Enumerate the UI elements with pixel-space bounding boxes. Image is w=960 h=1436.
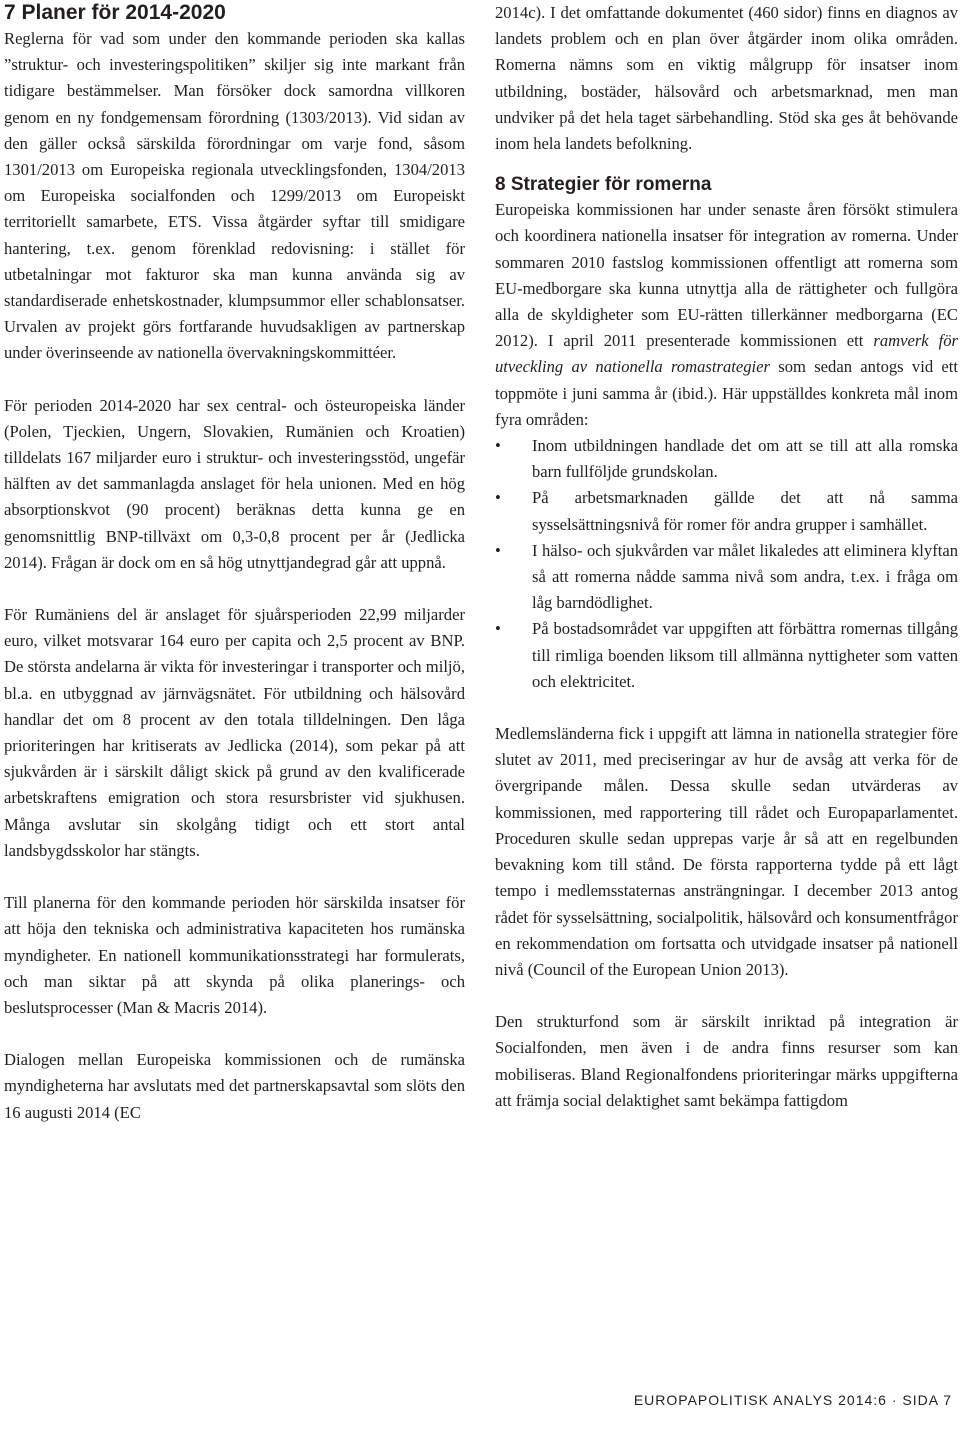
paragraph-partnership-document: 2014c). I det omfattande dokumentet (460 sidor) finns en diagnos av landets problem och en plan över åtgärder inom olika områden. Romerna nämns som en viktig målgrupp för insatser inom utbildning, bostäder, hälsovård och arbetsmarknad, men man undviker på det hela taget särbehandling. Stöd ska ges åt behövande inom hela landets befolkning. xyxy=(495,3,958,154)
left-column xyxy=(4,0,465,1126)
paragraph-regulations: Reglerna för vad som under den kommande perioden ska kallas ”struktur- och investeringspolitiken” skiljer sig inte markant från tidigare bestämmelser. Man försöker dock samordna villkoren genom en ny fondgemensam förordning (1303/2013). Vid sidan av den gäller också särskilda förordningar om varje fond, såsom 1301/2013 om Europeiska regionala utvecklingsfonden, 1304/2013 om Europeiska socialfonden och 1299/2013 om Europeiskt territoriellt samarbete, ETS. Vissa åtgärder syftar till smidigare hantering, t.ex. genom förenklad redovisning: i stället för utbetalningar mot fakturor ska man kunna använda sig av standardiserade enhetskostnader, klumpsummor eller schablonsatser. Urvalen av projekt görs fortfarande huvudsakligen av partnerskap under överinseende av nationella övervakningskommittéer. xyxy=(4,29,465,363)
framework-emphasis: ramverk för utveckling av nationella romastrategier xyxy=(495,331,958,377)
paragraph-romania-allocation: För Rumäniens del är anslaget för sjuårsperioden 22,99 miljarder euro, vilket motsvarar 164 euro per capita och 2,5 procent av BNP. De största andelarna är vikta för investeringar i transporter och miljö, bl.a. en utbyggnad av järnvägsnätet. För utbildning och hälsovård handlar det om 8 procent av den totala tilldelningen. Den låga prioriteringen har kritiserats av Jedlicka (2014), som pekar på att sjukvården är i särskilt dåligt skick på grund av den kvalificerade arbetskraftens emigration och stora resursbrister vid sjukhusen. Många avslutar sin skolgång tidigt och ett stort antal landsbygdsskolor har stängts. xyxy=(4,605,465,860)
right-column xyxy=(495,0,958,1114)
goals-list xyxy=(495,433,958,695)
list-item-text: På bostadsområdet var uppgiften att förbättra romernas tillgång till rimliga boenden liksom till allmänna nyttigheter som vatten och elektricitet. xyxy=(532,619,958,691)
list-item-education xyxy=(495,433,958,485)
list-item-text: På arbetsmarknaden gällde det att nå samma sysselsättningsnivå för romer för andra grupper i samhället. xyxy=(532,488,958,534)
paragraph-commission-framework xyxy=(495,197,958,433)
paragraph-structural-fund: Den strukturfond som är särskilt inriktad på integration är Socialfonden, men även i de andra finns resurser som kan mobiliseras. Bland Regionalfondens prioriteringar märks uppgifterna att främja social delaktighet samt bekämpa fattigdom xyxy=(495,1012,958,1110)
page-footer: EUROPAPOLITISK ANALYS 2014:6 · SIDA 7 xyxy=(633,1392,952,1408)
list-item-housing xyxy=(495,616,958,695)
bullet-icon: • xyxy=(495,488,501,508)
bullet-icon: • xyxy=(495,540,501,560)
section-heading-7: 7 Planer för 2014-2020 xyxy=(4,1,226,24)
list-item-labour xyxy=(495,485,958,537)
framework-text-b: som sedan antogs vid ett toppmöte i juni samma år (ibid.). Här uppställdes konkreta mål inom fyra områden: xyxy=(495,357,958,429)
bullet-icon: • xyxy=(495,619,501,639)
paragraph-dialogue: Dialogen mellan Europeiska kommissionen och de rumänska myndigheterna har avslutats med det partnerskapsavtal som slöts den 16 augusti 2014 (EC xyxy=(4,1050,465,1122)
list-item-text: Inom utbildningen handlade det om att se till att alla romska barn fullföljde grundskolan. xyxy=(532,436,958,482)
paragraph-capacity: Till planerna för den kommande perioden hör särskilda insatser för att höja den tekniska och administrativa kapaciteten hos rumänska myndigheter. En nationell kommunikationsstrategi har formulerats, och man siktar på att skynda på olika planerings- och beslutsprocesser (Man & Macris 2014). xyxy=(4,893,465,1017)
list-item-text: I hälso- och sjukvården var målet likaledes att eliminera klyftan så att romerna nådde samma nivå som andra, t.ex. i fråga om låg barndödlighet. xyxy=(532,540,958,613)
bullet-icon: • xyxy=(495,436,501,456)
paragraph-national-strategies: Medlemsländerna fick i uppgift att lämna in nationella strategier före slutet av 2011, med preciseringar av hur de avsåg att verka för de övergripande målen. Dessa skulle sedan utvärderas av kommissionen, med rapportering till rådet och Europaparlamentet. Proceduren skulle sedan upprepas varje år så att en regelbunden bevakning kom till stånd. De första rapporterna tydde på ett lågt tempo i medlemsstaternas ansträngningar. I december 2013 antog rådet för sysselsättning, socialpolitik, hälsovård och konsumentfrågor en rekommendation om fortsatta och utvidgade insatser på nationell nivå (Council of the European Union 2013). xyxy=(495,724,958,979)
section-heading-8: 8 Strategier för romerna xyxy=(495,174,712,196)
framework-text-a: Europeiska kommissionen har under senaste åren försökt stimulera och koordinera nationella insatser för integration av romerna. Under sommaren 2010 fastslog kommissionen offentligt att romerna som EU-medborgare ska kunna utnyttja alla de rättigheter och fullgöra alla de skyldigheter som EU-rätten tillerkänner medborgarna (EC 2012). I april 2011 presenterade kommissionen ett xyxy=(495,200,958,351)
list-item-health xyxy=(495,538,958,617)
paragraph-period-allocation: För perioden 2014-2020 har sex central- och östeuropeiska länder (Polen, Tjeckien, Ungern, Slovakien, Rumänien och Kroatien) tilldelats 167 miljarder euro i struktur- och investeringsstöd, ungefär hälften av det sammanlagda anslaget för hela unionen. Med en hög absorptionskvot (90 procent) beräknas detta kunna ge en genomsnittlig BNP-tillväxt om 0,3-0,8 procent per år (Jedlicka 2014). Frågan är dock om en så hög utnyttjandegrad går att uppnå. xyxy=(4,395,465,572)
